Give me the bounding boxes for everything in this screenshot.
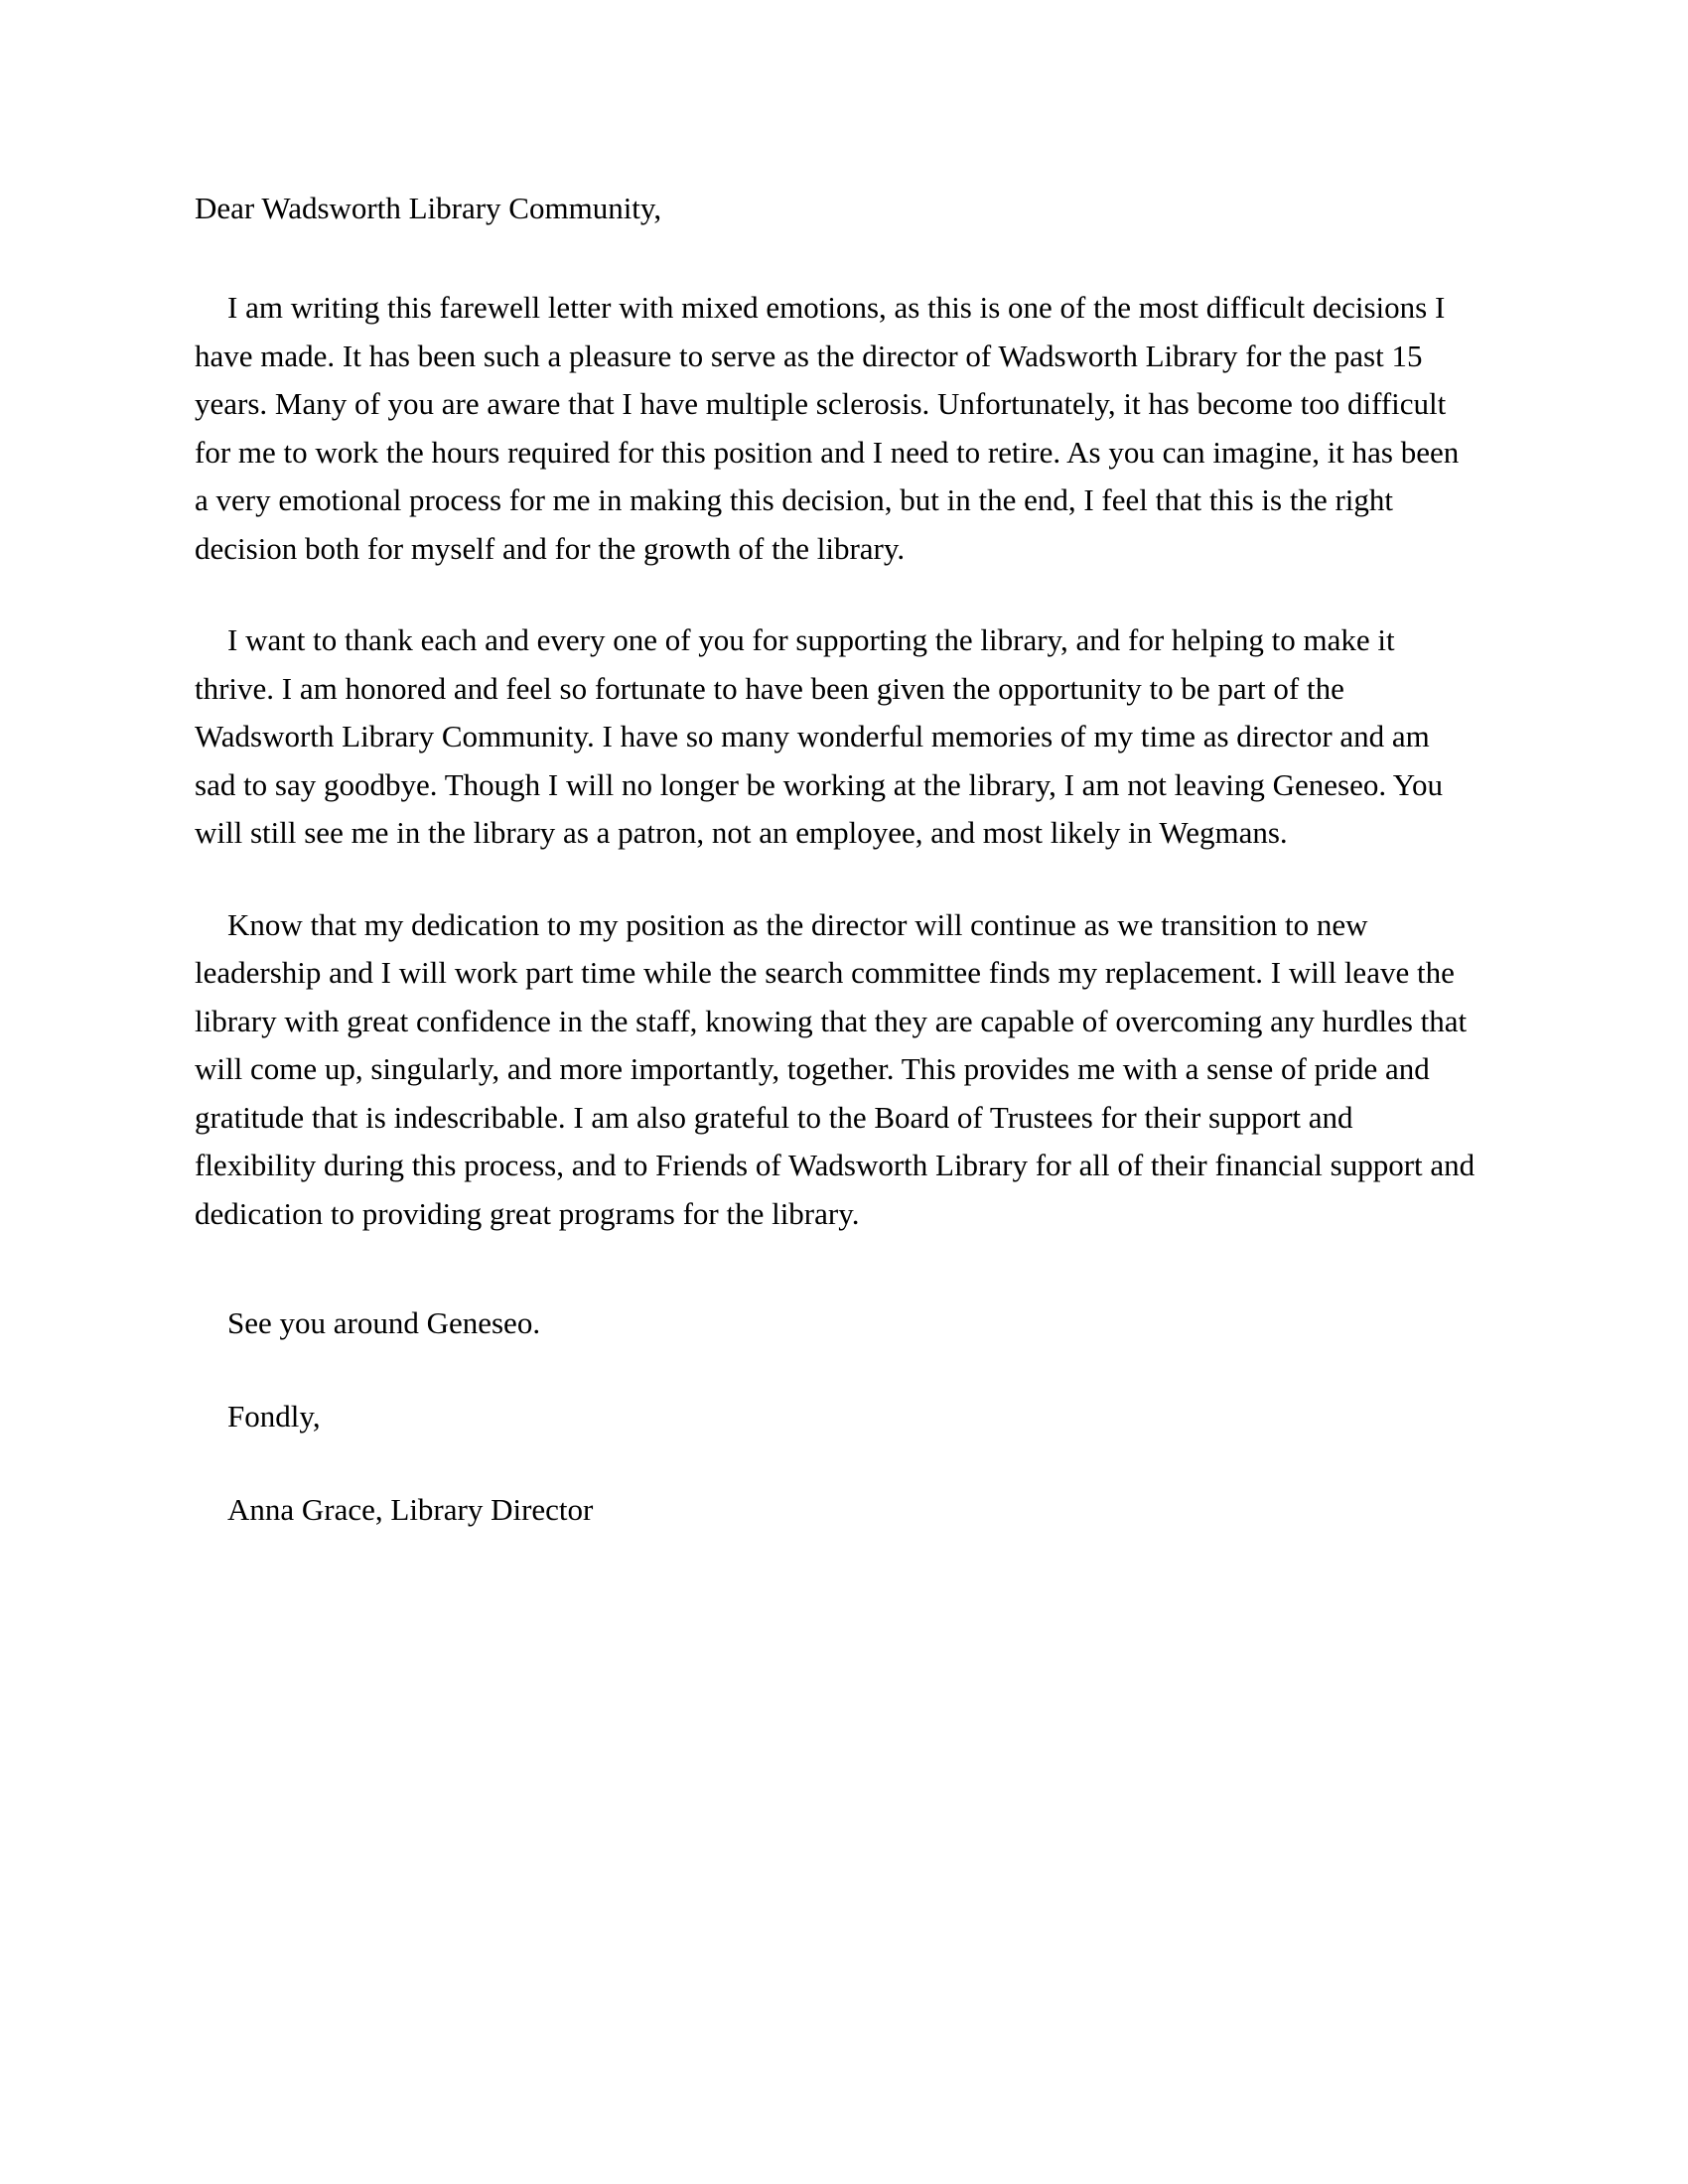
letter-signature: Anna Grace, Library Director [227, 1492, 594, 1527]
letter-body [195, 185, 1476, 1534]
letter-salutation: Dear Wadsworth Library Community, [195, 191, 662, 225]
letter-farewell-note: See you around Geneseo. [227, 1305, 541, 1340]
letter-paragraph-1: I am writing this farewell letter with mixed emotions, as this is one of the most difficult decisions I have made. It has been such a pleasure to serve as the director of Wadsworth Library for the past 15 years. Many of you are aware that I have multiple sclerosis. Unfortunately, it has become too difficult for me to work the hours required for this position and I need to retire. As you can imagine, it has been a very emotional process for me in making this decision, but in the end, I feel that this is the right decision both for myself and for the growth of the library. [195, 290, 1460, 566]
letter-paragraph-2: I want to thank each and every one of you for supporting the library, and for helping to make it thrive. I am honored and feel so fortunate to have been given the opportunity to be part of the Wadsworth Library Community. I have so many wonderful memories of my time as director and am sad to say goodbye. Though I will no longer be working at the library, I am not leaving Geneseo. You will still see me in the library as a patron, not an employee, and most likely in Wegmans. [195, 622, 1443, 850]
letter-valediction: Fondly, [227, 1399, 321, 1433]
closing-spacer [195, 1282, 1476, 1299]
letter-paragraph-3: Know that my dedication to my position as the director will continue as we transition to new leadership and I will work part time while the search committee finds my replacement. I will leave the library with great confidence in the staff, knowing that they are capable of overcoming any hurdles that will come up, singularly, and more importantly, together. This provides me with a sense of pride and gratitude that is indescribable. I am also grateful to the Board of Trustees for their support and flexibility during this process, and to Friends of Wadsworth Library for all of their financial support and dedication to providing great programs for the library. [195, 906, 1476, 1231]
